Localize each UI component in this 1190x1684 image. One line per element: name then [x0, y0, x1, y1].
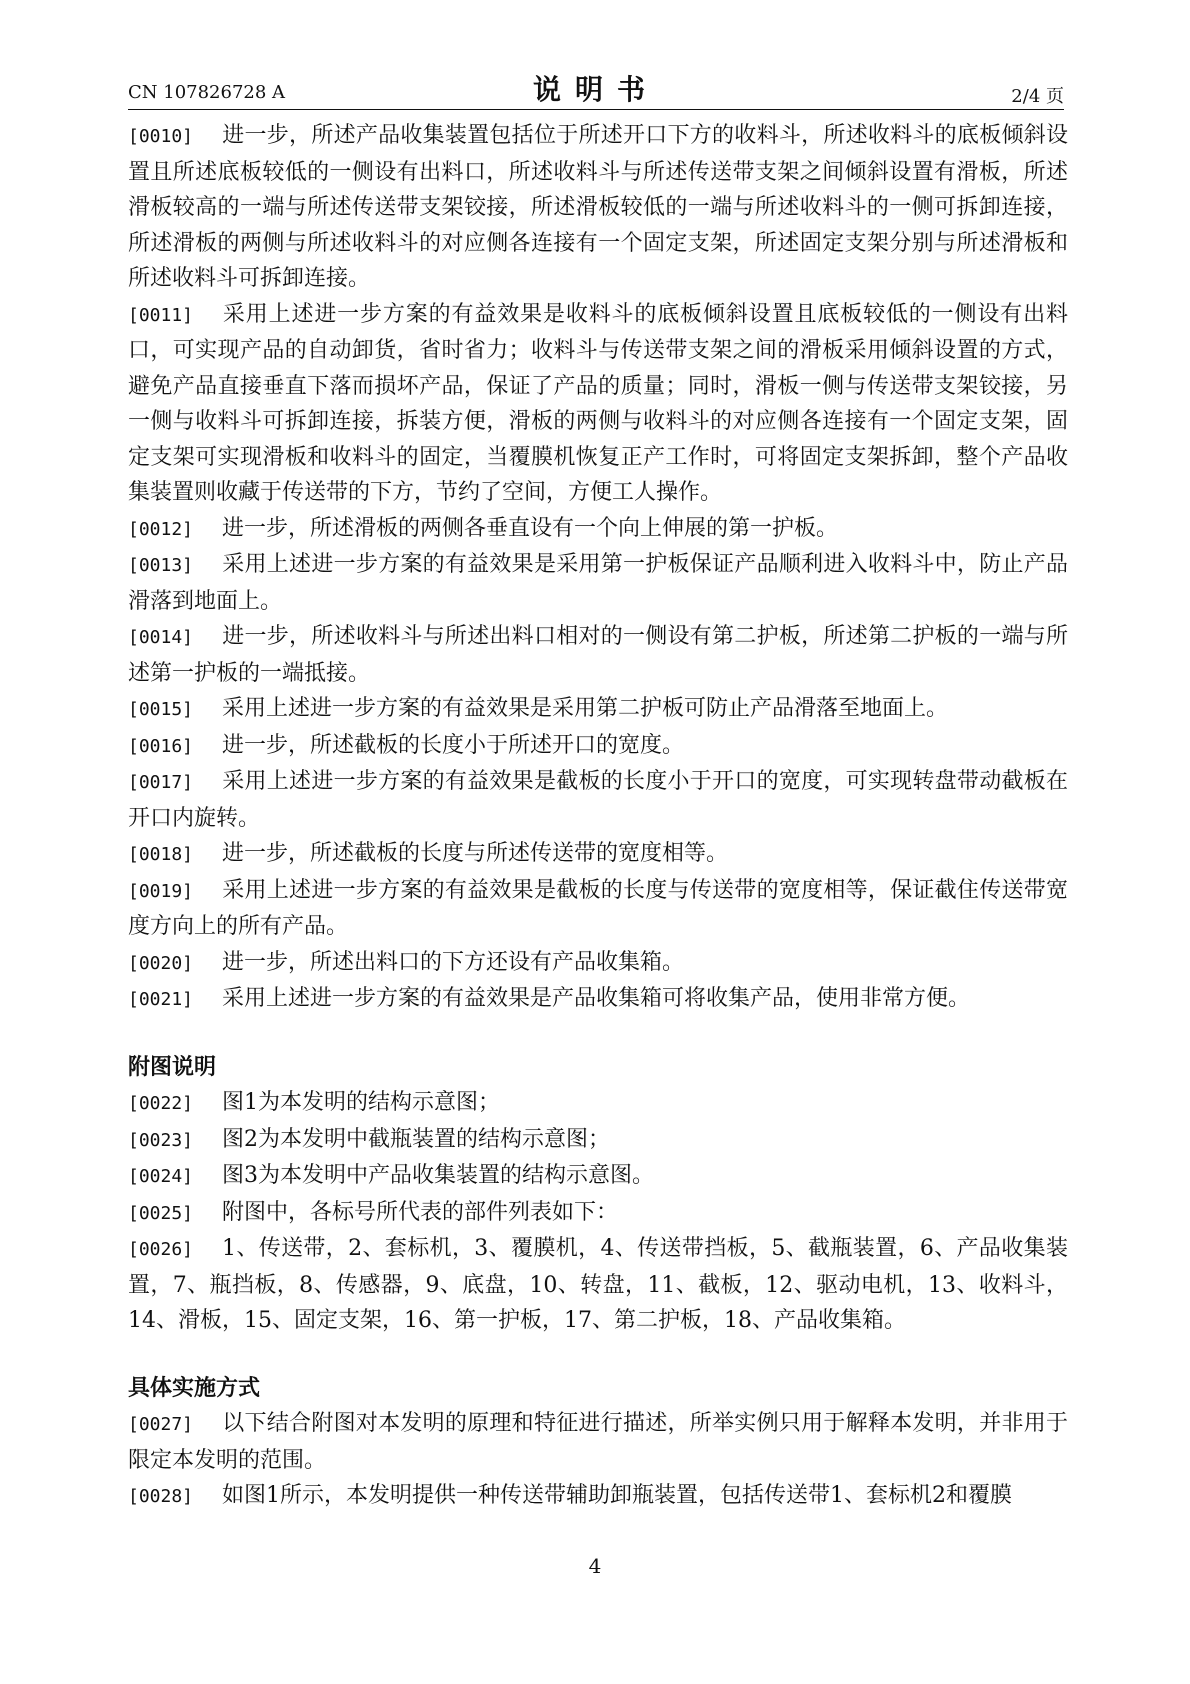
paragraph [128, 873, 1068, 945]
page-number: 4 [588, 1554, 602, 1578]
paragraph [128, 728, 1068, 765]
paragraph [128, 1085, 1068, 1122]
paragraph-text: 进一步，所述截板的长度与所述传送带的宽度相等。 [222, 841, 729, 866]
paragraph [128, 691, 1068, 728]
paragraph-text: 以下结合附图对本发明的原理和特征进行描述，所举实例只用于解释本发明，并非用于限定本发明的范围。 [128, 1411, 1068, 1473]
paragraph-number: [0015] [128, 699, 194, 720]
page-header [128, 68, 1064, 108]
paragraph-number: [0021] [128, 989, 194, 1010]
section-heading: 具体实施方式 [128, 1375, 261, 1401]
paragraph-number: [0010] [128, 126, 194, 147]
document-title: 说明书 [532, 73, 659, 106]
paragraph-number: [0011] [128, 304, 194, 326]
paragraph [128, 118, 1068, 297]
paragraph [128, 1478, 1068, 1515]
paragraph [128, 1195, 1068, 1232]
section-heading: 附图说明 [128, 1054, 217, 1080]
paragraph-number: [0027] [128, 1414, 194, 1435]
paragraph [128, 1158, 1068, 1195]
paragraph-text: 进一步，所述出料口的下方还设有产品收集箱。 [222, 949, 685, 975]
paragraph [128, 1406, 1068, 1478]
paragraph-text: 图3为本发明中产品收集装置的结构示意图。 [222, 1163, 654, 1188]
paragraph-text: 采用上述进一步方案的有益效果是采用第一护板保证产品顺利进入收料斗中，防止产品滑落到地面上。 [128, 552, 1068, 614]
paragraph-text: 采用上述进一步方案的有益效果是收料斗的底板倾斜设置且底板较低的一侧设有出料口，可实现产品的自动卸货，省时省力；收料斗与传送带支架之间的滑板采用倾斜设置的方式，避免产品直接垂直下落而损坏产品，保证了产品的质量；同时，滑板一侧与传送带支架铰接，另一侧与收料斗可拆卸连接，拆装方便，滑板的两侧与收料斗的对应侧各连接有一个固定支架，固定支架可实现滑板和收料斗的固定，当覆膜机恢复正产工作时，可将固定支架拆卸，整个产品收集装置则收藏于传送带的下方，节约了空间，方便工人操作。 [128, 301, 1068, 505]
paragraph-text: 附图中，各标号所代表的部件列表如下： [222, 1199, 619, 1225]
paragraph-text: 进一步，所述滑板的两侧各垂直设有一个向上伸展的第一护板。 [222, 515, 839, 541]
paragraph-number: [0017] [128, 772, 194, 793]
paragraph-number: [0020] [128, 952, 194, 974]
page-info: 2/4 页 [1011, 86, 1064, 107]
paragraph [128, 511, 1068, 548]
paragraph [128, 945, 1068, 982]
paragraph-number: [0023] [128, 1129, 194, 1151]
paragraph [128, 297, 1068, 511]
paragraph-text: 采用上述进一步方案的有益效果是采用第二护板可防止产品滑落至地面上。 [222, 696, 949, 721]
paragraph-number: [0022] [128, 1093, 194, 1114]
header-divider [128, 109, 1064, 110]
paragraph-text: 图2为本发明中截瓶装置的结构示意图； [222, 1126, 610, 1152]
paragraph-number: [0018] [128, 844, 194, 865]
document-body [128, 118, 1068, 1515]
paragraph-text: 1、传送带，2、套标机，3、覆膜机，4、传送带挡板，5、截瓶装置，6、产品收集装置，7、瓶挡板，8、传感器，9、底盘，10、转盘，11、截板，12、驱动电机，13、收料斗，14、滑板，15、固定支架，16、第一护板，17、第二护板，18、产品收集箱。 [128, 1236, 1068, 1333]
paragraph [128, 1231, 1068, 1339]
paragraph-text: 采用上述进一步方案的有益效果是截板的长度与传送带的宽度相等，保证截住传送带宽度方向上的所有产品。 [128, 877, 1068, 939]
paragraph-number: [0019] [128, 880, 194, 902]
paragraph-text: 进一步，所述收料斗与所述出料口相对的一侧设有第二护板，所述第二护板的一端与所述第一护板的一端抵接。 [128, 624, 1068, 686]
paragraph-number: [0012] [128, 518, 194, 540]
paragraph [128, 836, 1068, 873]
paragraph-text: 采用上述进一步方案的有益效果是产品收集箱可将收集产品，使用非常方便。 [222, 986, 971, 1011]
paragraph-text: 如图1所示，本发明提供一种传送带辅助卸瓶装置，包括传送带1、套标机2和覆膜 [222, 1483, 1012, 1508]
paragraph-text: 图1为本发明的结构示意图； [222, 1090, 500, 1115]
paragraph [128, 1122, 1068, 1159]
paragraph-number: [0025] [128, 1202, 194, 1224]
paragraph-number: [0028] [128, 1486, 194, 1507]
paragraph-number: [0013] [128, 555, 194, 576]
paragraph [128, 981, 1068, 1018]
patent-number: CN 107826728 A [128, 82, 286, 103]
paragraph [128, 619, 1068, 691]
paragraph [128, 547, 1068, 619]
paragraph-text: 进一步，所述截板的长度小于所述开口的宽度。 [222, 732, 685, 758]
paragraph-number: [0014] [128, 627, 194, 648]
paragraph-number: [0016] [128, 735, 194, 757]
paragraph [128, 764, 1068, 836]
paragraph-number: [0026] [128, 1239, 194, 1260]
paragraph-text: 采用上述进一步方案的有益效果是截板的长度小于开口的宽度，可实现转盘带动截板在开口内旋转。 [128, 769, 1068, 831]
paragraph-number: [0024] [128, 1166, 194, 1187]
paragraph-text: 进一步，所述产品收集装置包括位于所述开口下方的收料斗，所述收料斗的底板倾斜设置且所述底板较低的一侧设有出料口，所述收料斗与所述传送带支架之间倾斜设置有滑板，所述滑板较高的一端与所述传送带支架铰接，所述滑板较低的一端与所述收料斗的一侧可拆卸连接，所述滑板的两侧与所述收料斗的对应侧各连接有一个固定支架，所述固定支架分别与所述滑板和所述收料斗可拆卸连接。 [128, 123, 1068, 291]
